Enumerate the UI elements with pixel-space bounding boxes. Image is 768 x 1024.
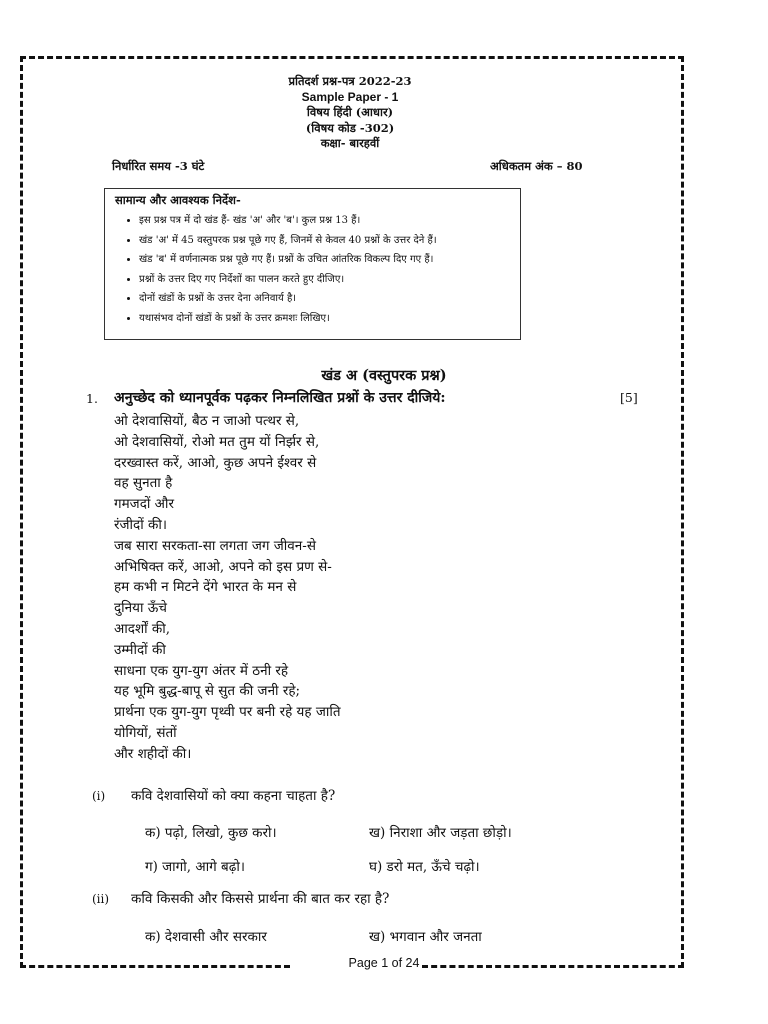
instructions-list [115, 211, 510, 329]
header-title: प्रतिदर्श प्रश्न-पत्र 2022-23 [288, 74, 412, 88]
header-subject-code: (विषय कोड -302) [305, 120, 395, 135]
option-c[interactable]: ग) जागो, आगे बढ़ो। [145, 859, 245, 875]
instruction-item: • खंड 'ब' में वर्णनात्मक प्रश्न पूछे गए हैं। प्रश्नों के उचित आंतरिक विकल्प दिए गए हैं। [139, 250, 510, 270]
poem-line: यह भूमि बुद्ध-बापू से सुत की जनी रहे; [114, 683, 301, 700]
section-a-title: खंड अ (वस्तुपरक प्रश्न) [321, 367, 447, 384]
page-number: Page 1 of 24 [348, 956, 420, 970]
page-border-left [20, 56, 23, 968]
poem-line: हम कभी न मिटने देंगे भारत के मन से [114, 579, 297, 596]
poem-line: उम्मीदों की [114, 641, 166, 658]
poem-line: अभिषिक्त करें, आओ, अपने को इस प्रण से- [114, 558, 332, 575]
subquestion-text: कवि किसकी और किससे प्रार्थना की बात कर रहा है? [131, 891, 390, 907]
question-marks: [5] [620, 390, 638, 405]
instruction-item: • यथासंभव दोनों खंडों के प्रश्नों के उत्तर क्रमशः लिखिए। [139, 309, 510, 329]
instruction-item: • इस प्रश्न पत्र में दो खंड हैं- खंड 'अ' और 'ब'। कुल प्रश्न 13 हैं। [139, 211, 510, 231]
poem-line: गमजदों और [114, 496, 174, 513]
header-class: कक्षा- बारहवीं [320, 136, 380, 150]
option-b[interactable]: ख) निराशा और जड़ता छोड़ो। [369, 825, 512, 841]
subquestion-number: (i) [92, 789, 106, 803]
subquestion-number: (ii) [92, 892, 110, 906]
poem-line: वह सुनता है [114, 475, 173, 492]
max-marks: अधिकतम अंक – 80 [490, 159, 583, 173]
paper-header [100, 74, 600, 152]
instruction-item: • दोनों खंडों के प्रश्नों के उत्तर देना अनिवार्य है। [139, 289, 510, 309]
time-allowed: निर्धारित समय -3 घंटे [112, 159, 205, 173]
instruction-item: • खंड 'अ' में 45 वस्तुपरक प्रश्न पूछे गए हैं, जिनमें से केवल 40 प्रश्नों के उत्तर देने हैं। [139, 231, 510, 251]
option-d[interactable]: घ) डरो मत, ऊँचे चढ़ो। [369, 859, 480, 875]
page-border-top [20, 56, 684, 59]
instructions-title: सामान्य और आवश्यक निर्देश- [115, 193, 241, 207]
poem-line: दरख्वास्त करें, आओ, कुछ अपने ईश्वर से [114, 454, 317, 471]
instruction-item: • प्रश्नों के उत्तर दिए गए निर्देशों का पालन करते हुए दीजिए। [139, 270, 510, 290]
poem-line: दुनिया ऊँचे [114, 600, 167, 617]
subquestion-text: कवि देशवासियों को क्या कहना चाहता है? [131, 788, 336, 804]
poem-line: आदर्शों की, [114, 620, 171, 637]
header-subject: विषय हिंदी (आधार) [306, 105, 394, 119]
poem-line: साधना एक युग-युग अंतर में ठनी रहे [114, 662, 289, 679]
poem-line: और शहीदों की। [114, 745, 192, 762]
header-sample-paper: Sample Paper - 1 [301, 89, 399, 104]
page-border-right [681, 56, 684, 968]
poem-line: ओ देशवासियों, बैठ न जाओ पत्थर से, [114, 413, 300, 429]
poem-line: ओ देशवासियों, रोओ मत तुम यों निर्झर से, [114, 433, 320, 450]
poem-line: योगियों, संतों [114, 724, 177, 741]
option-a[interactable]: क) पढ़ो, लिखो, कुछ करो। [145, 825, 277, 841]
option-b[interactable]: ख) भगवान और जनता [369, 929, 482, 945]
question-number: 1. [86, 391, 98, 406]
option-a[interactable]: क) देशवासी और सरकार [145, 929, 267, 945]
poem-line: प्रार्थना एक युग-युग पृथ्वी पर बनी रहे यह जाति [114, 704, 341, 721]
question-text: अनुच्छेद को ध्यानपूर्वक पढ़कर निम्नलिखित प्रश्नों के उत्तर दीजिये: [114, 390, 446, 406]
instructions-box [104, 188, 521, 340]
poem-line: जब सारा सरकता-सा लगता जग जीवन-से [114, 537, 316, 554]
poem-passage [114, 411, 341, 765]
poem-line: रंजीदों की। [114, 516, 167, 533]
